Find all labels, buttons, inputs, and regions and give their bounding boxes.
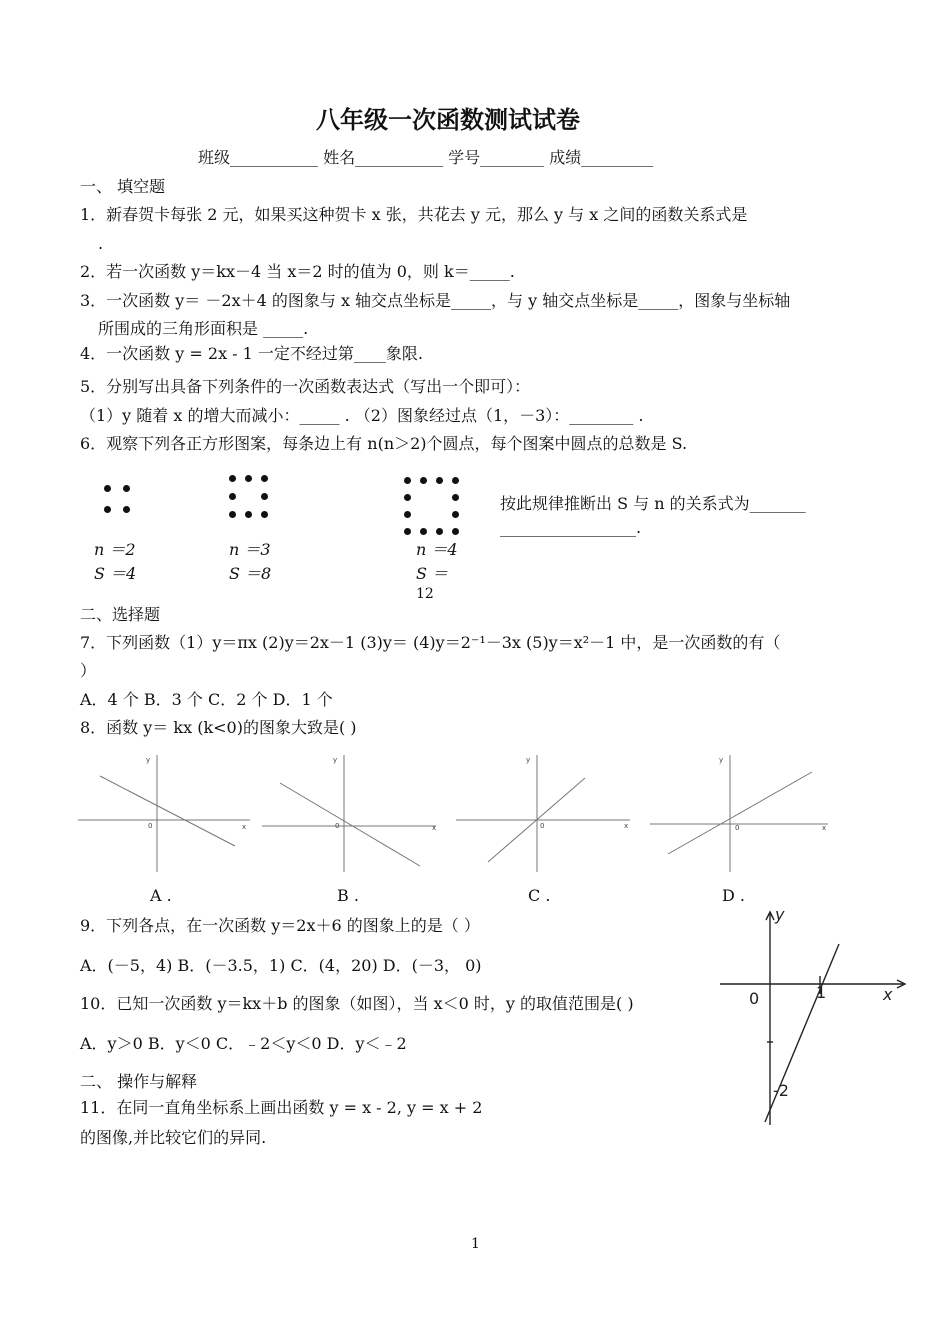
question-2: 2．若一次函数 y＝kx－4 当 x＝2 时的值为 0，则 k＝_____. bbox=[80, 262, 515, 281]
question-3: 3．一次函数 y＝ －2x＋4 的图象与 x 轴交点坐标是_____，与 y 轴交点坐标是_____，图象与坐标轴 bbox=[80, 291, 791, 310]
question-1: 1．新春贺卡每张 2 元，如果买这种贺卡 x 张，共花去 y 元，那么 y 与 x 之间的函数关系式是 bbox=[80, 205, 748, 224]
graph-b-o: 0 bbox=[335, 822, 340, 830]
question-1-end: . bbox=[98, 234, 104, 253]
q8-option-d: D . bbox=[722, 886, 745, 905]
question-6-rule-cont: _________________. bbox=[500, 518, 642, 537]
graph-a-o: 0 bbox=[148, 822, 153, 830]
q10-graph bbox=[715, 900, 915, 1130]
graph-c-o: 0 bbox=[540, 822, 545, 830]
graph-c bbox=[456, 755, 630, 872]
question-3-cont: 所围成的三角形面积是 _____. bbox=[98, 319, 309, 338]
graph-c-y: y bbox=[526, 756, 531, 764]
pattern-2-n: n ＝3 bbox=[229, 540, 271, 559]
q8-graphs bbox=[0, 740, 950, 880]
question-9-options: A．(－5，4) B．(－3.5，1) C．(4，20) D．(－3， 0) bbox=[80, 956, 482, 975]
pattern-1-s: S ＝4 bbox=[94, 564, 137, 583]
page-number: 1 bbox=[471, 1236, 480, 1252]
question-6: 6．观察下列各正方形图案，每条边上有 n(n＞2)个圆点，每个图案中圆点的总数是 S. bbox=[80, 434, 688, 453]
graph-d bbox=[650, 755, 828, 872]
q10-y-label: y bbox=[775, 905, 785, 924]
pattern-3-s: S ＝ bbox=[416, 564, 449, 583]
section-fill-in: 一、 填空题 bbox=[80, 177, 166, 196]
pattern-3-s-value: 12 bbox=[416, 586, 434, 602]
pattern-2-s: S ＝8 bbox=[229, 564, 272, 583]
question-10-options: A．y＞0 B．y＜0 C．﹣2＜y＜0 D．y＜﹣2 bbox=[80, 1034, 407, 1053]
question-9: 9．下列各点，在一次函数 y＝2x＋6 的图象上的是（ ） bbox=[80, 916, 480, 935]
graph-a-y: y bbox=[146, 756, 151, 764]
graph-c-x: x bbox=[624, 822, 629, 830]
student-info-line: 班级___________ 姓名___________ 学号________ 成绩_________ bbox=[198, 148, 654, 167]
q10-tick-1: 1 bbox=[816, 983, 827, 1002]
question-6-rule: 按此规律推断出 S 与 n 的关系式为_______ bbox=[500, 494, 806, 513]
graph-b-x: x bbox=[432, 824, 437, 832]
q8-option-b: B . bbox=[337, 886, 359, 905]
section-operation: 二、 操作与解释 bbox=[80, 1072, 198, 1091]
graph-b bbox=[262, 755, 436, 872]
pattern-3-n: n ＝4 bbox=[416, 540, 458, 559]
pattern-1-n: n ＝2 bbox=[94, 540, 136, 559]
question-10: 10．已知一次函数 y＝kx＋b 的图象（如图），当 x＜0 时，y 的取值范围是( ) bbox=[80, 994, 634, 1013]
question-7-end: ） bbox=[80, 661, 97, 680]
question-5: 5．分别写出具备下列条件的一次函数表达式（写出一个即可）： bbox=[80, 377, 531, 396]
section-choice: 二、选择题 bbox=[80, 605, 161, 624]
graph-b-y: y bbox=[333, 756, 338, 764]
q8-option-c: C . bbox=[528, 886, 551, 905]
q10-tick-m2: -2 bbox=[773, 1081, 789, 1100]
graph-a-x: x bbox=[242, 823, 247, 831]
graph-d-o: 0 bbox=[735, 824, 740, 832]
question-8: 8．函数 y＝ kx (k<0)的图象大致是( ) bbox=[80, 718, 357, 737]
graph-d-x: x bbox=[822, 824, 827, 832]
graph-d-y: y bbox=[719, 756, 724, 764]
q10-origin: 0 bbox=[749, 989, 760, 1008]
q8-option-a: A . bbox=[150, 886, 172, 905]
q10-x-label: x bbox=[883, 985, 893, 1004]
graph-a bbox=[78, 755, 250, 872]
question-7: 7．下列函数（1）y＝πx (2)y＝2x－1 (3)y＝ (4)y＝2⁻¹－3x (5)y＝x²－1 中，是一次函数的有（ bbox=[80, 633, 781, 652]
page-title: 八年级一次函数测试试卷 bbox=[316, 106, 580, 134]
question-5-sub: （1）y 随着 x 的增大而减小：_____ . （2）图象经过点（1，－3）：________ . bbox=[80, 406, 644, 425]
question-11: 11．在同一直角坐标系上画出函数 y = x - 2, y = x + 2 bbox=[80, 1098, 483, 1117]
question-4: 4．一次函数 y = 2x - 1 一定不经过第____象限. bbox=[80, 344, 424, 363]
question-11-cont: 的图像,并比较它们的异同. bbox=[80, 1128, 267, 1147]
question-7-options: A．4 个 B．3 个 C．2 个 D．1 个 bbox=[80, 690, 333, 709]
